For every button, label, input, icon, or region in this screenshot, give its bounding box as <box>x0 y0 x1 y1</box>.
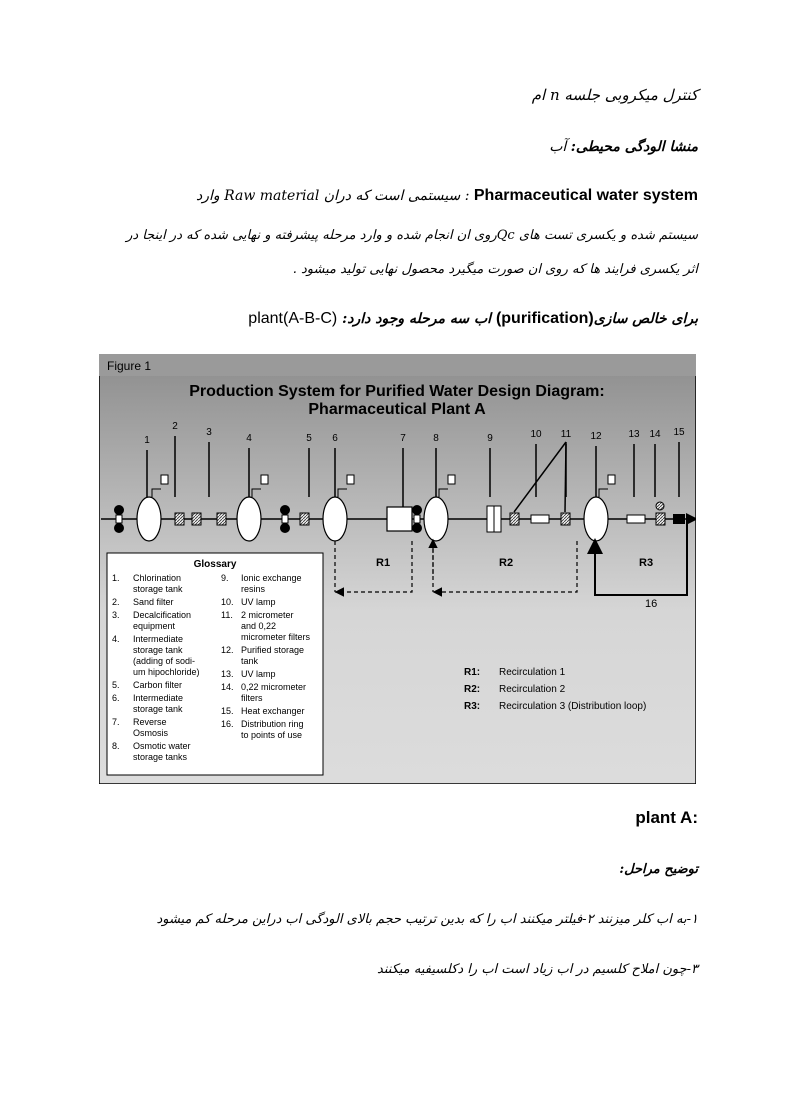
glossary-text: tank <box>241 656 259 666</box>
equipment-number: 12 <box>590 431 602 442</box>
filter-11a-icon <box>510 513 519 525</box>
glossary-number: 14. <box>221 682 234 692</box>
glossary-text: um hipochloride) <box>133 667 200 677</box>
glossary-text: (adding of sodi- <box>133 656 196 666</box>
glossary-text: filters <box>241 693 263 703</box>
contamination-source-label: منشا الودگی محیطی: <box>570 139 698 155</box>
glossary-number: 6. <box>112 693 120 703</box>
definition-term: Pharmaceutical water system <box>473 187 698 204</box>
glossary-text: Osmotic water <box>133 741 191 751</box>
loop-label-16: 16 <box>645 598 658 610</box>
pump-icon <box>412 523 422 533</box>
glossary-number: 7. <box>112 717 120 727</box>
definition-line-1 <box>196 187 698 205</box>
pump-icon <box>280 505 290 515</box>
equipment-number: 3 <box>206 427 212 438</box>
equipment-number: 13 <box>628 429 640 440</box>
glossary-text: Carbon filter <box>133 680 183 690</box>
glossary-number: 1. <box>112 573 120 583</box>
glossary-text: and 0,22 <box>241 621 277 631</box>
filter-11b-icon <box>561 513 570 525</box>
glossary-number: 11. <box>221 610 233 620</box>
glossary-number: 5. <box>112 680 120 690</box>
step-2: ۳-چون املاح کلسیم در اب زیاد است اب را دکلسیفیه میکنند <box>377 962 698 977</box>
tank-4-icon <box>237 497 261 541</box>
purification-text-c: اب سه مرحله وجود دارد: <box>337 311 496 327</box>
equipment-number: 11 <box>560 429 572 440</box>
glossary-number: 16. <box>221 719 234 729</box>
pump-icon <box>412 505 422 515</box>
decalcifier-b-icon <box>217 513 226 525</box>
filter-icon <box>656 502 664 510</box>
glossary-text: storage tank <box>133 704 183 714</box>
definition-line-3: اثر یکسری فرایند ها که روی ان صورت میگیرد محصول نهایی تولید میشود . <box>292 262 698 277</box>
equipment-number: 10 <box>530 429 542 440</box>
pump-icon <box>114 523 124 533</box>
pump-icon <box>114 505 124 515</box>
glossary-text: Intermediate <box>133 634 184 644</box>
legend-code: R2: <box>464 684 481 695</box>
vent-icon <box>261 475 268 484</box>
glossary-number: 10. <box>221 597 234 607</box>
glossary-number: 3. <box>112 610 120 620</box>
glossary-number: 15. <box>221 706 234 716</box>
figure-title-line1: Production System for Purified Water Design Diagram: <box>189 383 605 400</box>
figure-title-line2: Pharmaceutical Plant A <box>308 401 486 418</box>
plant-range: plant(A-B-C) <box>248 310 338 327</box>
uv-lamp-icon <box>627 515 645 523</box>
glossary-text: Decalcification <box>133 610 192 620</box>
pump-icon <box>280 523 290 533</box>
definition-text-1: : سیستمی است که دران Raw material وارد <box>196 188 474 204</box>
vent-icon <box>347 475 354 484</box>
heat-exchanger-icon <box>673 514 685 524</box>
contamination-source-value: آب <box>549 139 571 155</box>
purified-water-diagram <box>99 354 696 784</box>
uv-lamp-icon <box>531 515 549 523</box>
purification-term: (purification) <box>495 310 594 327</box>
steps-heading: توضیح مراحل: <box>619 862 698 877</box>
equipment-number: 2 <box>172 421 178 432</box>
glossary-text: 0,22 micrometer <box>241 682 307 692</box>
equipment-number: 4 <box>246 433 252 444</box>
tank-1-icon <box>137 497 161 541</box>
glossary-number: 4. <box>112 634 120 644</box>
legend-code: R3: <box>464 701 481 712</box>
tank-6-icon <box>323 497 347 541</box>
glossary-number: 8. <box>112 741 120 751</box>
legend-code: R1: <box>464 667 481 678</box>
purification-line <box>248 310 698 328</box>
valve-icon <box>414 515 420 523</box>
legend-text: Recirculation 1 <box>499 667 566 678</box>
equipment-number: 9 <box>487 433 493 444</box>
glossary-text: Heat exchanger <box>241 706 305 716</box>
equipment-number: 5 <box>306 433 312 444</box>
carbon-filter-icon <box>300 513 309 525</box>
glossary-text: storage tanks <box>133 752 188 762</box>
glossary-text: equipment <box>133 621 176 631</box>
glossary-text: 2 micrometer <box>241 610 294 620</box>
equipment-number: 7 <box>400 433 406 444</box>
glossary-text: UV lamp <box>241 597 276 607</box>
vent-icon <box>608 475 615 484</box>
loop-label-r2: R2 <box>499 557 514 569</box>
glossary-text: Sand filter <box>133 597 174 607</box>
tank-12-icon <box>584 497 608 541</box>
contamination-source-line <box>549 139 698 155</box>
glossary-number: 12. <box>221 645 234 655</box>
glossary-text: Ionic exchange <box>241 573 302 583</box>
legend-text: Recirculation 3 (Distribution loop) <box>499 701 647 712</box>
diagonal-line <box>565 442 566 512</box>
tank-8-icon <box>424 497 448 541</box>
loop-label-r3: R3 <box>639 557 654 569</box>
glossary-text: to points of use <box>241 730 303 740</box>
glossary-text: Chlorination <box>133 573 182 583</box>
loop-label-r1: R1 <box>376 557 391 569</box>
equipment-number: 8 <box>433 433 439 444</box>
glossary-number: 2. <box>112 597 120 607</box>
equipment-number: 14 <box>649 429 661 440</box>
decalcifier-icon <box>192 513 201 525</box>
glossary-text: micrometer filters <box>241 632 311 642</box>
glossary-text: UV lamp <box>241 669 276 679</box>
vent-icon <box>161 475 168 484</box>
glossary-text: Osmosis <box>133 728 169 738</box>
reverse-osmosis-icon <box>387 507 412 531</box>
glossary-text: storage tank <box>133 645 183 655</box>
glossary-text: Reverse <box>133 717 167 727</box>
valve-icon <box>116 515 122 523</box>
glossary-text: resins <box>241 584 266 594</box>
equipment-number: 1 <box>144 435 150 446</box>
glossary-number: 9. <box>221 573 229 583</box>
definition-line-2: سیستم شده و یکسری تست های Qcروی ان انجام شده و وارد مرحله پیشرفته و نهایی شده که در اینجا در <box>126 228 698 243</box>
equipment-number: 15 <box>673 427 685 438</box>
plant-a-heading: :plant A <box>635 808 698 827</box>
figure-label: Figure 1 <box>107 359 152 373</box>
legend-text: Recirculation 2 <box>499 684 566 695</box>
vent-icon <box>448 475 455 484</box>
glossary-text: storage tank <box>133 584 183 594</box>
purification-text-a: برای خالص سازی <box>593 311 698 327</box>
sand-filter-icon <box>175 513 184 525</box>
equipment-number: 6 <box>332 433 338 444</box>
glossary-text: Intermediate <box>133 693 184 703</box>
glossary-text: Purified storage <box>241 645 305 655</box>
glossary-number: 13. <box>221 669 234 679</box>
session-title: کنترل میکروبی جلسه n ام <box>531 86 698 104</box>
glossary-title: Glossary <box>193 559 237 570</box>
valve-icon <box>282 515 288 523</box>
step-1: ۱-به اب کلر میزنند ۲-فیلتر میکنند اب را که بدین ترتیب حجم بالای الودگی اب دراین مرحله کم میشود <box>156 912 698 927</box>
glossary-text: Distribution ring <box>241 719 304 729</box>
filter-14-icon <box>656 513 665 525</box>
